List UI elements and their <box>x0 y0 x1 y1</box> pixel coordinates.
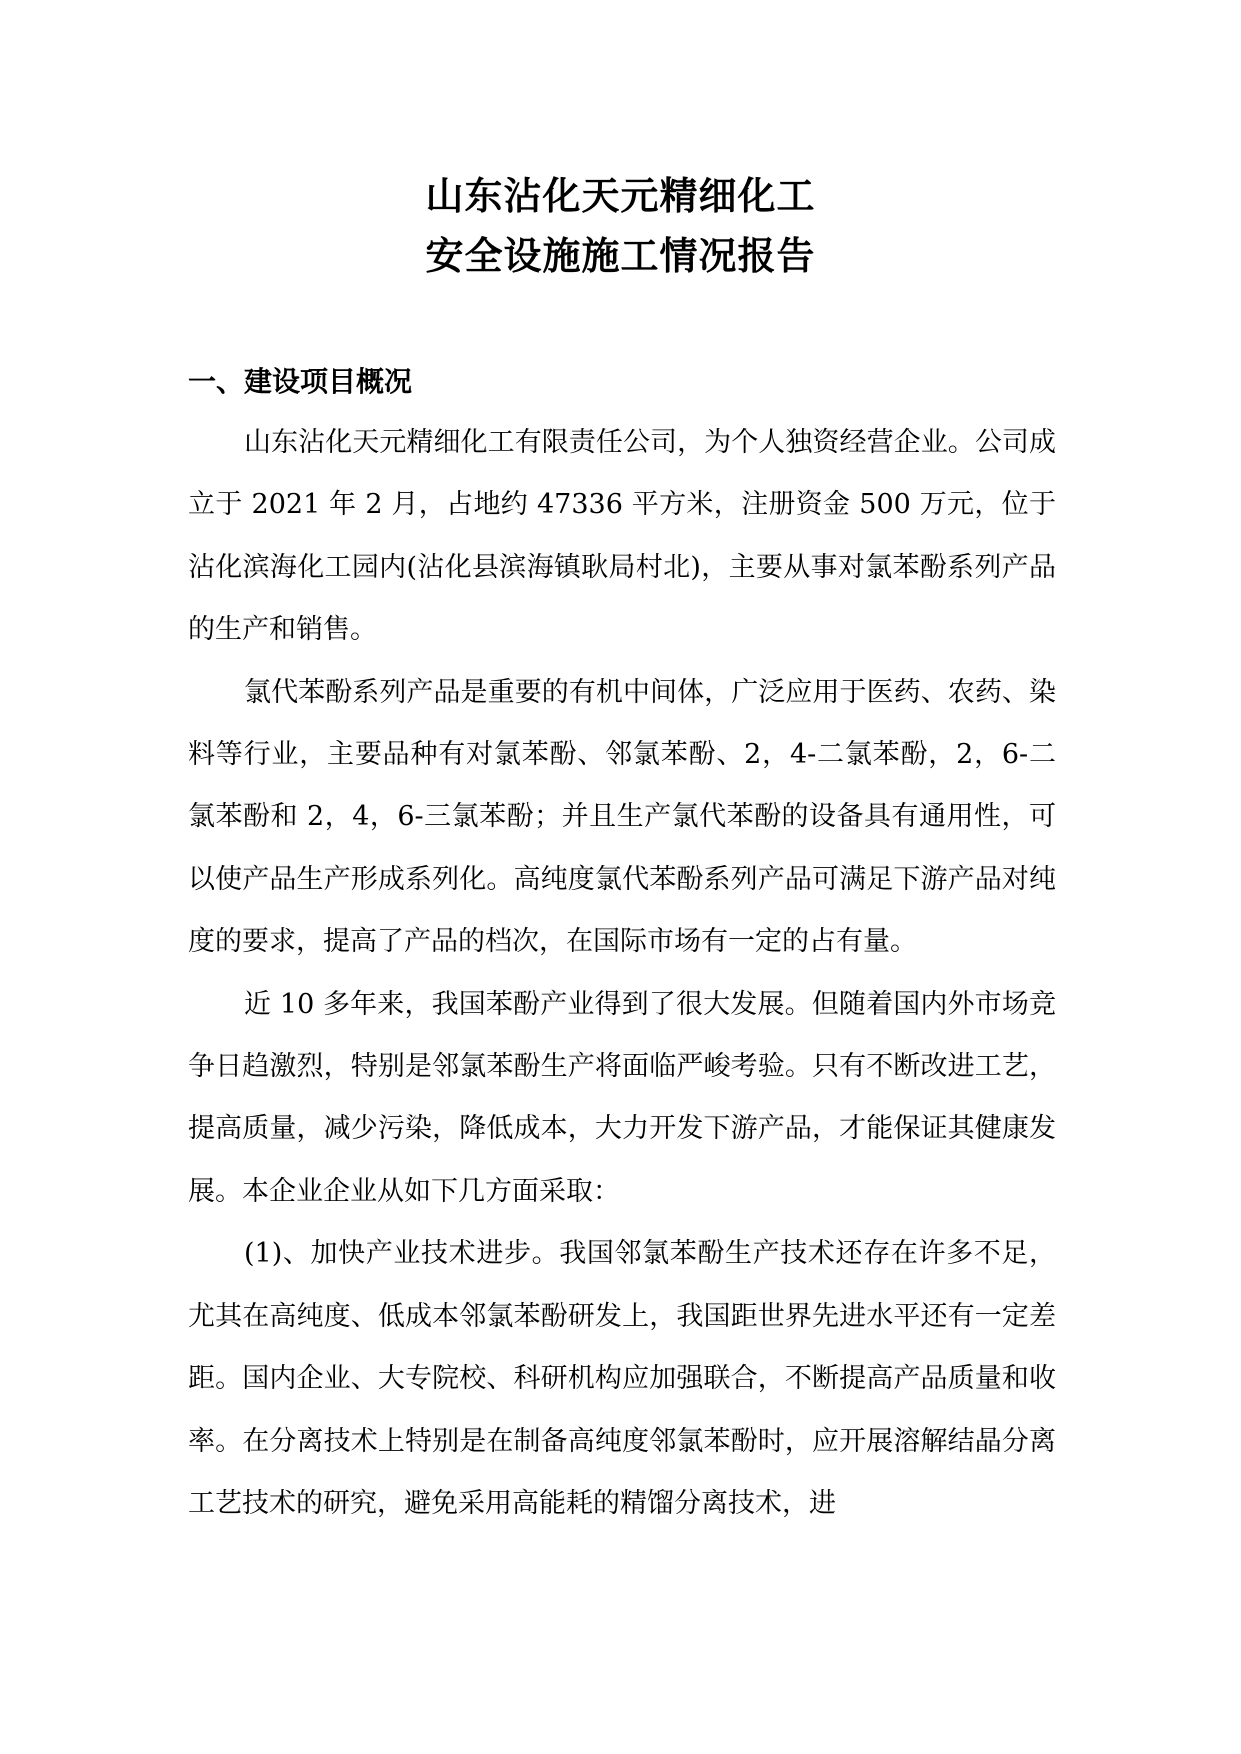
section-heading: 一、建设项目概况 <box>188 365 413 398</box>
paragraph-industry-development: 近 10 多年来，我国苯酚产业得到了很大发展。但随着国内外市场竞争日趋激烈，特别是邻氯苯酚生产将面临严峻考验。只有不断改进工艺，提高质量，减少污染，降低成本，大力开发下游产品，才能保证其健康发展。本企业企业从如下几方面采取： <box>188 988 1056 1207</box>
paragraph-company-overview: 山东沾化天元精细化工有限责任公司，为个人独资经营企业。公司成立于 2021 年 2 月，占地约 47336 平方米，注册资金 500 万元，位于沾化滨海化工园内(沾化县滨海镇耿局村北)，主要从事对氯苯酚系列产品的生产和销售。 <box>188 427 1056 646</box>
section-body <box>188 412 1056 1535</box>
report-title <box>0 166 1241 286</box>
paragraph-product-description: 氯代苯酚系列产品是重要的有机中间体，广泛应用于医药、农药、染料等行业，主要品种有对氯苯酚、邻氯苯酚、2，4-二氯苯酚，2，6-二氯苯酚和 2，4，6-三氯苯酚；并且生产氯代苯酚的设备具有通用性，可以使产品生产形成系列化。高纯度氯代苯酚系列产品可满足下游产品对纯度的要求，提高了产品的档次，在国际市场有一定的占有量。 <box>188 676 1056 958</box>
paragraph-measure-1: (1)、加快产业技术进步。我国邻氯苯酚生产技术还存在许多不足，尤其在高纯度、低成本邻氯苯酚研发上，我国距世界先进水平还有一定差距。国内企业、大专院校、科研机构应加强联合，不断提高产品质量和收率。在分离技术上特别是在制备高纯度邻氯苯酚时，应开展溶解结晶分离工艺技术的研究，避免采用高能耗的精馏分离技术，进 <box>188 1238 1056 1519</box>
title-line-1: 山东沾化天元精细化工 <box>425 174 816 218</box>
title-line-2: 安全设施施工情况报告 <box>425 234 816 278</box>
